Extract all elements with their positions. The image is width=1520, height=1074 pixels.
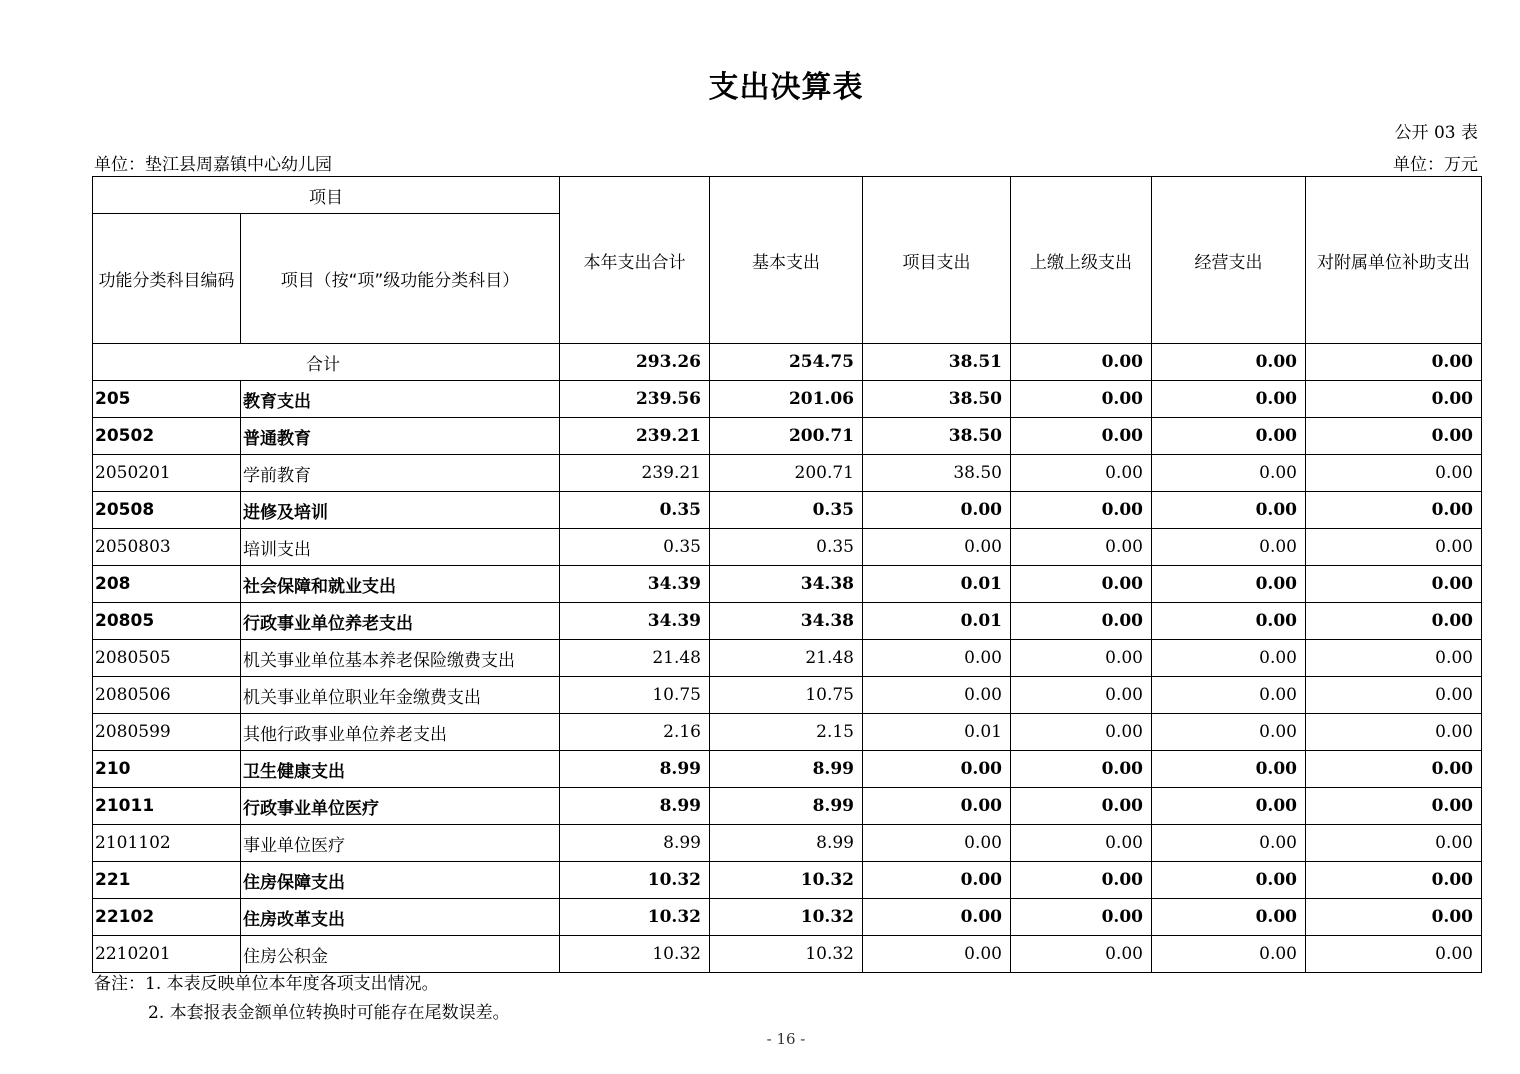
row-item-cell: 0.01 bbox=[863, 714, 1011, 751]
row-business-cell: 0.00 bbox=[1152, 825, 1306, 862]
row-total-cell: 10.32 bbox=[560, 862, 710, 899]
row-upper-cell: 0.00 bbox=[1011, 529, 1152, 566]
form-number: 公开 03 表 bbox=[1394, 123, 1478, 143]
row-code: 210 bbox=[93, 751, 241, 788]
row-code: 21011 bbox=[93, 788, 241, 825]
row-basic-cell: 8.99 bbox=[710, 751, 863, 788]
row-total-cell: 21.48 bbox=[560, 640, 710, 677]
row-item-cell: 0.00 bbox=[863, 677, 1011, 714]
row-name: 教育支出 bbox=[241, 381, 560, 418]
row-name: 卫生健康支出 bbox=[241, 751, 560, 788]
row-business-cell: 0.00 bbox=[1152, 677, 1306, 714]
row-item-cell: 0.00 bbox=[863, 899, 1011, 936]
row-item-cell: 0.01 bbox=[863, 566, 1011, 603]
row-name: 机关事业单位基本养老保险缴费支出 bbox=[241, 640, 560, 677]
row-code: 20508 bbox=[93, 492, 241, 529]
row-name: 住房公积金 bbox=[241, 936, 560, 973]
row-subsidy-cell: 0.00 bbox=[1306, 677, 1482, 714]
header-item: 项目支出 bbox=[863, 177, 1011, 344]
row-total-cell: 0.35 bbox=[560, 529, 710, 566]
row-name: 行政事业单位医疗 bbox=[241, 788, 560, 825]
row-item-cell: 0.00 bbox=[863, 529, 1011, 566]
row-code: 2080505 bbox=[93, 640, 241, 677]
row-code: 2101102 bbox=[93, 825, 241, 862]
row-item-cell: 0.00 bbox=[863, 936, 1011, 973]
header-name: 项目（按“项”级功能分类科目） bbox=[241, 214, 560, 344]
total-row bbox=[93, 344, 1482, 381]
total-cell: 0.00 bbox=[1152, 344, 1306, 381]
row-name: 学前教育 bbox=[241, 455, 560, 492]
total-cell: 38.51 bbox=[863, 344, 1011, 381]
table-row bbox=[93, 825, 1482, 862]
row-basic-cell: 10.75 bbox=[710, 677, 863, 714]
row-code: 2080506 bbox=[93, 677, 241, 714]
row-business-cell: 0.00 bbox=[1152, 862, 1306, 899]
row-business-cell: 0.00 bbox=[1152, 640, 1306, 677]
row-name: 社会保障和就业支出 bbox=[241, 566, 560, 603]
total-cell: 0.00 bbox=[1306, 344, 1482, 381]
total-cell: 0.00 bbox=[1011, 344, 1152, 381]
row-total-cell: 34.39 bbox=[560, 603, 710, 640]
row-upper-cell: 0.00 bbox=[1011, 455, 1152, 492]
row-upper-cell: 0.00 bbox=[1011, 566, 1152, 603]
row-name: 事业单位医疗 bbox=[241, 825, 560, 862]
row-total-cell: 34.39 bbox=[560, 566, 710, 603]
row-subsidy-cell: 0.00 bbox=[1306, 862, 1482, 899]
row-item-cell: 38.50 bbox=[863, 418, 1011, 455]
row-total-cell: 10.75 bbox=[560, 677, 710, 714]
row-total-cell: 239.21 bbox=[560, 455, 710, 492]
row-name: 培训支出 bbox=[241, 529, 560, 566]
total-cell: 254.75 bbox=[710, 344, 863, 381]
row-business-cell: 0.00 bbox=[1152, 751, 1306, 788]
row-code: 2050803 bbox=[93, 529, 241, 566]
row-name: 住房改革支出 bbox=[241, 899, 560, 936]
row-code: 205 bbox=[93, 381, 241, 418]
row-item-cell: 0.00 bbox=[863, 492, 1011, 529]
row-item-cell: 0.00 bbox=[863, 825, 1011, 862]
row-upper-cell: 0.00 bbox=[1011, 788, 1152, 825]
table-row bbox=[93, 714, 1482, 751]
row-subsidy-cell: 0.00 bbox=[1306, 640, 1482, 677]
row-upper-cell: 0.00 bbox=[1011, 714, 1152, 751]
row-business-cell: 0.00 bbox=[1152, 455, 1306, 492]
table-row bbox=[93, 418, 1482, 455]
row-basic-cell: 10.32 bbox=[710, 899, 863, 936]
row-basic-cell: 0.35 bbox=[710, 492, 863, 529]
row-name: 进修及培训 bbox=[241, 492, 560, 529]
row-total-cell: 8.99 bbox=[560, 751, 710, 788]
row-item-cell: 0.00 bbox=[863, 640, 1011, 677]
note-line: 2. 本套报表金额单位转换时可能存在尾数误差。 bbox=[148, 1003, 510, 1023]
row-business-cell: 0.00 bbox=[1152, 788, 1306, 825]
table-row bbox=[93, 603, 1482, 640]
row-name: 行政事业单位养老支出 bbox=[241, 603, 560, 640]
row-business-cell: 0.00 bbox=[1152, 566, 1306, 603]
row-upper-cell: 0.00 bbox=[1011, 862, 1152, 899]
row-subsidy-cell: 0.00 bbox=[1306, 492, 1482, 529]
row-total-cell: 2.16 bbox=[560, 714, 710, 751]
row-upper-cell: 0.00 bbox=[1011, 640, 1152, 677]
row-basic-cell: 34.38 bbox=[710, 566, 863, 603]
row-upper-cell: 0.00 bbox=[1011, 751, 1152, 788]
expenditure-table bbox=[92, 176, 1482, 973]
row-upper-cell: 0.00 bbox=[1011, 899, 1152, 936]
table-row bbox=[93, 640, 1482, 677]
row-code: 2080599 bbox=[93, 714, 241, 751]
row-item-cell: 0.00 bbox=[863, 788, 1011, 825]
total-cell: 293.26 bbox=[560, 344, 710, 381]
row-code: 20502 bbox=[93, 418, 241, 455]
row-subsidy-cell: 0.00 bbox=[1306, 455, 1482, 492]
row-total-cell: 8.99 bbox=[560, 788, 710, 825]
row-item-cell: 0.00 bbox=[863, 751, 1011, 788]
total-label: 合计 bbox=[93, 344, 560, 381]
table-row bbox=[93, 936, 1482, 973]
row-basic-cell: 200.71 bbox=[710, 455, 863, 492]
row-subsidy-cell: 0.00 bbox=[1306, 418, 1482, 455]
row-total-cell: 239.21 bbox=[560, 418, 710, 455]
row-upper-cell: 0.00 bbox=[1011, 418, 1152, 455]
header-business: 经营支出 bbox=[1152, 177, 1306, 344]
row-basic-cell: 2.15 bbox=[710, 714, 863, 751]
table-row bbox=[93, 529, 1482, 566]
row-business-cell: 0.00 bbox=[1152, 899, 1306, 936]
row-name: 住房保障支出 bbox=[241, 862, 560, 899]
row-item-cell: 38.50 bbox=[863, 381, 1011, 418]
currency-unit: 单位：万元 bbox=[1393, 155, 1478, 175]
row-total-cell: 0.35 bbox=[560, 492, 710, 529]
row-name: 机关事业单位职业年金缴费支出 bbox=[241, 677, 560, 714]
table-row bbox=[93, 751, 1482, 788]
row-item-cell: 0.00 bbox=[863, 862, 1011, 899]
row-business-cell: 0.00 bbox=[1152, 936, 1306, 973]
page-title: 支出决算表 bbox=[708, 70, 864, 105]
header-total: 本年支出合计 bbox=[560, 177, 710, 344]
row-subsidy-cell: 0.00 bbox=[1306, 825, 1482, 862]
row-subsidy-cell: 0.00 bbox=[1306, 788, 1482, 825]
row-name: 普通教育 bbox=[241, 418, 560, 455]
row-business-cell: 0.00 bbox=[1152, 418, 1306, 455]
row-total-cell: 8.99 bbox=[560, 825, 710, 862]
row-total-cell: 239.56 bbox=[560, 381, 710, 418]
row-business-cell: 0.00 bbox=[1152, 603, 1306, 640]
note-line: 备注：1. 本表反映单位本年度各项支出情况。 bbox=[94, 974, 439, 994]
row-business-cell: 0.00 bbox=[1152, 381, 1306, 418]
row-basic-cell: 34.38 bbox=[710, 603, 863, 640]
row-upper-cell: 0.00 bbox=[1011, 603, 1152, 640]
row-name: 其他行政事业单位养老支出 bbox=[241, 714, 560, 751]
row-code: 221 bbox=[93, 862, 241, 899]
row-subsidy-cell: 0.00 bbox=[1306, 566, 1482, 603]
table-row bbox=[93, 788, 1482, 825]
row-basic-cell: 10.32 bbox=[710, 862, 863, 899]
organization-unit: 单位：垫江县周嘉镇中心幼儿园 bbox=[94, 155, 332, 175]
row-code: 2050201 bbox=[93, 455, 241, 492]
row-code: 22102 bbox=[93, 899, 241, 936]
row-upper-cell: 0.00 bbox=[1011, 825, 1152, 862]
row-basic-cell: 200.71 bbox=[710, 418, 863, 455]
row-basic-cell: 8.99 bbox=[710, 825, 863, 862]
row-item-cell: 0.01 bbox=[863, 603, 1011, 640]
table-row bbox=[93, 862, 1482, 899]
row-basic-cell: 21.48 bbox=[710, 640, 863, 677]
page-number: - 16 - bbox=[766, 1030, 806, 1048]
row-basic-cell: 10.32 bbox=[710, 936, 863, 973]
row-upper-cell: 0.00 bbox=[1011, 381, 1152, 418]
row-subsidy-cell: 0.00 bbox=[1306, 381, 1482, 418]
row-subsidy-cell: 0.00 bbox=[1306, 751, 1482, 788]
row-total-cell: 10.32 bbox=[560, 936, 710, 973]
row-subsidy-cell: 0.00 bbox=[1306, 936, 1482, 973]
row-total-cell: 10.32 bbox=[560, 899, 710, 936]
row-upper-cell: 0.00 bbox=[1011, 492, 1152, 529]
header-upper: 上缴上级支出 bbox=[1011, 177, 1152, 344]
header-code: 功能分类科目编码 bbox=[93, 214, 241, 344]
row-business-cell: 0.00 bbox=[1152, 714, 1306, 751]
row-code: 2210201 bbox=[93, 936, 241, 973]
header-basic: 基本支出 bbox=[710, 177, 863, 344]
table-row bbox=[93, 381, 1482, 418]
row-basic-cell: 201.06 bbox=[710, 381, 863, 418]
row-upper-cell: 0.00 bbox=[1011, 936, 1152, 973]
row-subsidy-cell: 0.00 bbox=[1306, 529, 1482, 566]
table-row bbox=[93, 566, 1482, 603]
row-business-cell: 0.00 bbox=[1152, 492, 1306, 529]
row-code: 20805 bbox=[93, 603, 241, 640]
table-row bbox=[93, 677, 1482, 714]
row-upper-cell: 0.00 bbox=[1011, 677, 1152, 714]
row-business-cell: 0.00 bbox=[1152, 529, 1306, 566]
row-basic-cell: 0.35 bbox=[710, 529, 863, 566]
table-row bbox=[93, 899, 1482, 936]
row-subsidy-cell: 0.00 bbox=[1306, 899, 1482, 936]
table-row bbox=[93, 455, 1482, 492]
table-row bbox=[93, 492, 1482, 529]
header-subsidy: 对附属单位补助支出 bbox=[1306, 177, 1482, 344]
notes bbox=[94, 970, 510, 1028]
row-basic-cell: 8.99 bbox=[710, 788, 863, 825]
row-item-cell: 38.50 bbox=[863, 455, 1011, 492]
row-subsidy-cell: 0.00 bbox=[1306, 603, 1482, 640]
header-project: 项目 bbox=[93, 177, 560, 214]
row-code: 208 bbox=[93, 566, 241, 603]
row-subsidy-cell: 0.00 bbox=[1306, 714, 1482, 751]
